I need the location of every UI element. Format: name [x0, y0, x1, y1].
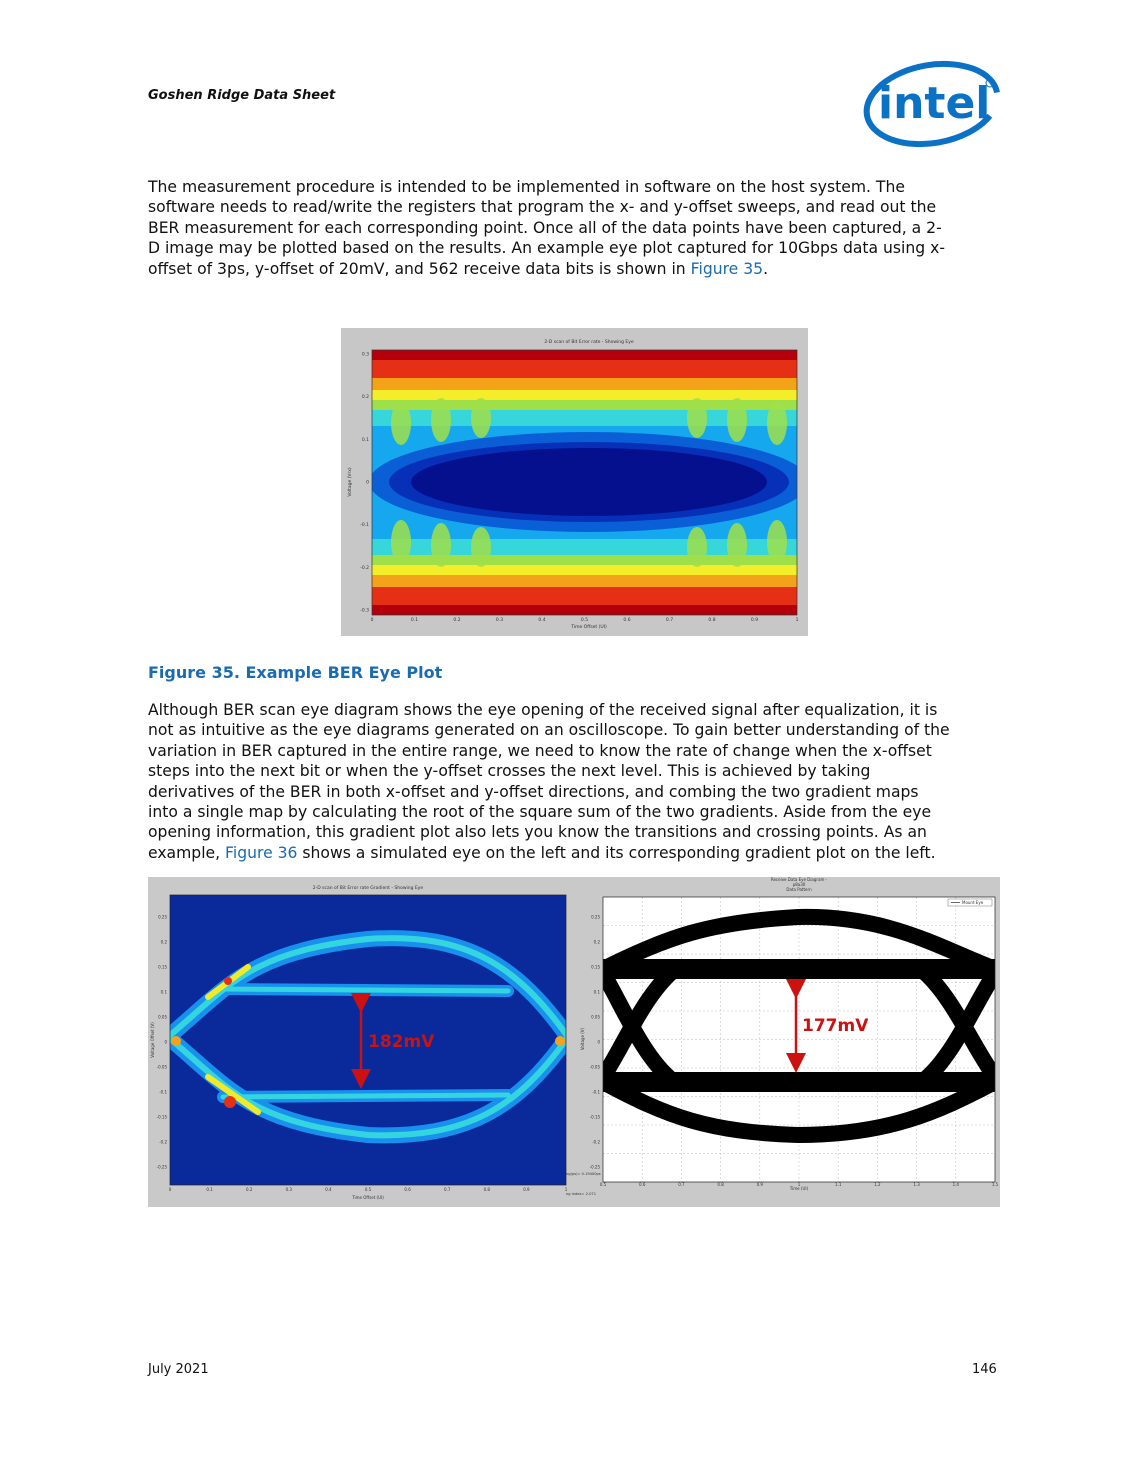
y-tick-label: -0.1	[360, 523, 369, 529]
gradient-y-ticks	[157, 915, 168, 1170]
eye-plot-legend: Mount Eye	[962, 900, 984, 905]
x-tick-label: 0.1	[206, 1187, 213, 1192]
gradient-y-label: Voltage Offset (V)	[150, 1022, 155, 1058]
y-tick-label: 0	[597, 1039, 600, 1045]
x-tick-label: 0.8	[708, 618, 716, 623]
gradient-eye-height-label: 182mV	[368, 1032, 435, 1052]
eye-height-label: 177mV	[802, 1016, 869, 1036]
x-tick-label: 0.3	[495, 618, 504, 623]
eye-plot-title-line: p8a30	[792, 882, 806, 887]
text-line: BER measurement for each corresponding point. Once all of the data points have been captured, a 2-	[148, 218, 942, 237]
text-line: not as intuitive as the eye diagrams generated on an oscilloscope. To gain better understanding of the	[148, 721, 950, 740]
x-tick-label: 0.6	[639, 1182, 646, 1187]
oscilloscope-eye-plot	[566, 877, 999, 1196]
y-tick-label: 0	[164, 1039, 167, 1045]
y-tick-label: -0.05	[589, 1064, 600, 1070]
y-axis-ticks	[360, 352, 369, 614]
eye-plot-note: ng(ps)= 0.19400ps	[566, 1172, 601, 1176]
intel-logo	[858, 56, 1006, 152]
y-tick-label: -0.05	[156, 1064, 167, 1070]
intro-paragraph	[148, 177, 1000, 279]
x-tick-label: 0.7	[678, 1182, 685, 1187]
x-tick-label: 0.3	[285, 1187, 292, 1192]
x-axis-label: Time Offset (UI)	[571, 625, 607, 630]
text-run: .	[763, 259, 769, 278]
y-tick-label: 0.25	[591, 914, 600, 920]
x-axis-ticks	[371, 617, 799, 623]
x-tick-label: 0.5	[364, 1187, 372, 1192]
gradient-plot-title: 2-D scan of Bit Error rate Gradient - Showing Eye	[312, 886, 424, 891]
figure-36-gradient-and-eye	[148, 877, 1000, 1207]
svg-text:intel: intel	[878, 78, 991, 129]
x-tick-label: 1	[795, 618, 799, 623]
x-tick-label: 0.5	[599, 1182, 607, 1187]
text-line: Although BER scan eye diagram shows the eye opening of the received signal after equalization, it is	[148, 701, 938, 719]
figure-35-link[interactable]: Figure 35	[690, 259, 764, 278]
y-tick-label: 0.1	[361, 437, 369, 443]
eye-x-label: Time (UI)	[789, 1186, 809, 1191]
x-tick-label: 0.5	[580, 618, 589, 623]
y-tick-label: 0.05	[591, 1014, 600, 1020]
x-tick-label: 0.8	[483, 1187, 490, 1192]
y-tick-label: 0.15	[158, 964, 167, 970]
y-tick-label: -0.2	[360, 565, 369, 571]
text-line: The measurement procedure is intended to be implemented in software on the host system. The	[148, 178, 905, 196]
text-run: example,	[148, 843, 226, 862]
eye-y-ticks	[590, 915, 601, 1170]
x-tick-label: 0.2	[246, 1187, 253, 1192]
y-tick-label: -0.25	[589, 1164, 600, 1170]
x-tick-label: 1.3	[913, 1182, 920, 1187]
x-tick-label: 0.6	[623, 618, 631, 623]
text-line: steps into the next bit or when the y-offset crosses the next level. This is achieved by taking	[148, 762, 871, 781]
x-tick-label: 1.4	[952, 1182, 959, 1187]
x-tick-label: 0.7	[665, 618, 674, 623]
text-line	[148, 843, 1000, 863]
y-tick-label: -0.15	[589, 1114, 600, 1120]
text-line: derivatives of the BER in both x-offset and y-offset directions, and combing the two gradient maps	[148, 782, 919, 801]
x-tick-label: 0.4	[538, 618, 546, 623]
gradient-x-label: Time Offset (UI)	[352, 1195, 384, 1200]
y-tick-label: 0.25	[158, 914, 167, 920]
y-tick-label: 0.2	[593, 939, 600, 945]
y-tick-label: -0.2	[159, 1139, 167, 1145]
heatmap-eye-center	[411, 448, 767, 516]
document-title: Goshen Ridge Data Sheet	[148, 88, 336, 103]
x-tick-label: 1.1	[835, 1182, 842, 1187]
gradient-plot	[150, 885, 568, 1200]
text-line: into a single map by calculating the root of the square sum of the two gradients. Aside from the eye	[148, 803, 932, 822]
eye-y-label: Voltage (V)	[580, 1027, 585, 1051]
x-tick-label: 0	[168, 1187, 172, 1192]
y-tick-label: -0.1	[159, 1089, 167, 1095]
y-tick-label: 0.3	[361, 352, 369, 358]
eye-plot-note: ng index= 2.071	[566, 1192, 596, 1196]
x-tick-label: 0.4	[325, 1187, 332, 1192]
x-tick-label: 1	[797, 1182, 801, 1187]
gradient-paragraph	[148, 700, 1000, 863]
y-axis-label: Voltage (Vrx)	[348, 467, 353, 497]
y-tick-label: -0.15	[156, 1114, 167, 1120]
x-tick-label: 0.7	[444, 1187, 451, 1192]
text-line	[148, 259, 1000, 279]
x-tick-label: 0	[370, 618, 374, 623]
figure-35-caption: Figure 35. Example BER Eye Plot	[148, 663, 443, 682]
y-tick-label: 0.1	[593, 989, 600, 995]
text-line: variation in BER captured in the entire range, we need to know the rate of change when the x-offset	[148, 741, 932, 760]
figure-36-link[interactable]: Figure 36	[225, 843, 298, 862]
page-number: 146	[972, 1362, 997, 1377]
x-tick-label: 1	[564, 1187, 568, 1192]
y-tick-label: 0.2	[160, 939, 167, 945]
heatmap-area	[369, 350, 808, 615]
y-tick-label: -0.25	[156, 1164, 167, 1170]
text-line: opening information, this gradient plot also lets you know the transitions and crossing points. As an	[148, 823, 927, 842]
y-tick-label: 0.1	[160, 989, 167, 995]
y-tick-label: -0.3	[360, 608, 369, 614]
footer-date: July 2021	[148, 1362, 209, 1377]
x-tick-label: 0.9	[750, 618, 759, 623]
text-line: software needs to read/write the registers that program the x- and y-offset sweeps, and read out the	[148, 198, 937, 217]
y-tick-label: 0.2	[361, 395, 369, 401]
y-tick-label: 0	[366, 480, 369, 486]
x-tick-label: 0.2	[453, 618, 461, 623]
text-run: shows a simulated eye on the left and its corresponding gradient plot on the left.	[297, 843, 936, 862]
x-tick-label: 0.8	[717, 1182, 724, 1187]
x-tick-label: 0.1	[410, 618, 419, 623]
y-tick-label: -0.2	[592, 1139, 600, 1145]
x-tick-label: 1.5	[991, 1182, 999, 1187]
y-tick-label: -0.1	[592, 1089, 600, 1095]
eye-plot-title-line: Data Pattern	[786, 887, 812, 892]
figure-35-ber-eye-plot	[341, 328, 808, 636]
y-tick-label: 0.05	[158, 1014, 167, 1020]
text-run: offset of 3ps, y-offset of 20mV, and 562 receive data bits is shown in	[148, 259, 691, 278]
gradient-x-ticks	[169, 1187, 568, 1192]
x-tick-label: 0.9	[523, 1187, 530, 1192]
y-tick-label: 0.15	[591, 964, 600, 970]
x-tick-label: 0.6	[404, 1187, 411, 1192]
text-line: D image may be plotted based on the results. An example eye plot captured for 10Gbps data using x-	[148, 239, 945, 258]
eye-plot-title-line: Receive Data Eye Diagram -	[770, 877, 828, 882]
x-tick-label: 1.2	[874, 1182, 881, 1187]
chart-title: 2-D scan of Bit Error rate - Showing Eye	[544, 340, 634, 345]
x-tick-label: 0.9	[756, 1182, 763, 1187]
